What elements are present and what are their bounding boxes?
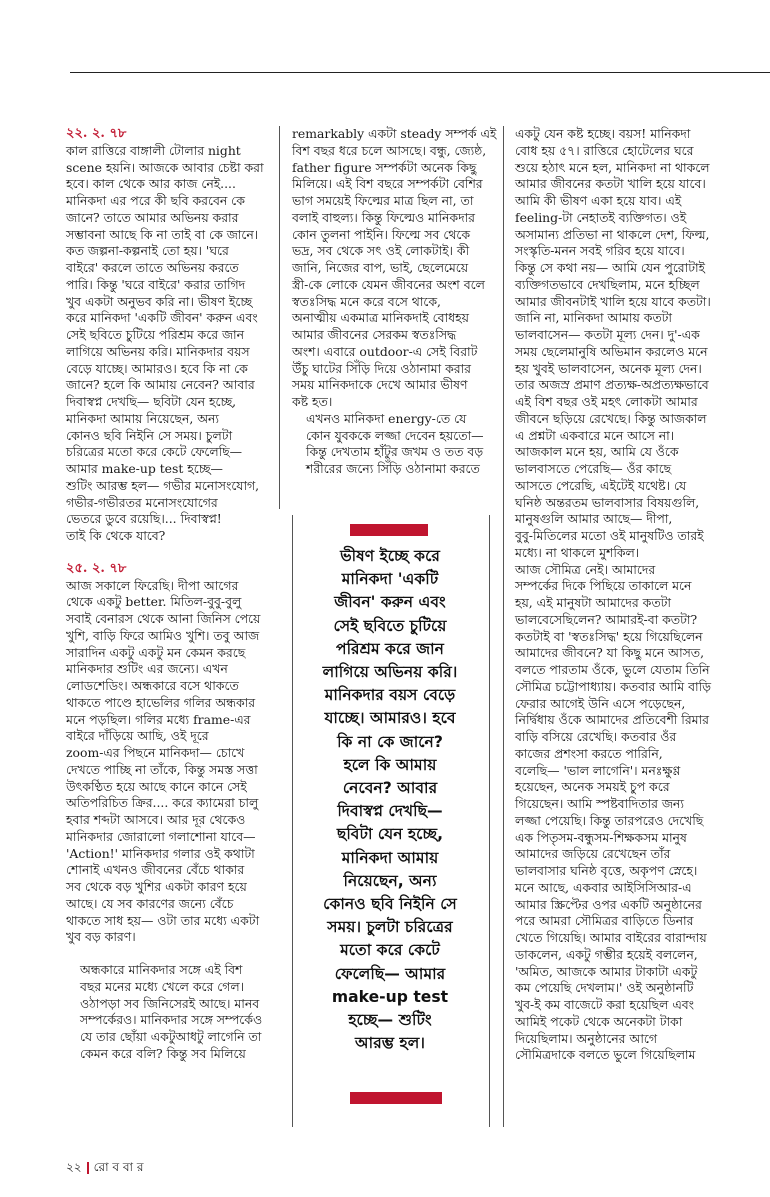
pull-quote-line: নিয়েছেন, অন্য bbox=[343, 871, 437, 890]
text-line: feeling-টা নেহাতই ব্যক্তিগত। ওই bbox=[515, 209, 687, 225]
text-line: zoom-এর পিছনে মানিকদা— চোখে bbox=[66, 745, 245, 760]
text-line: অসামান্য প্রতিভা না থাকলে দেশ, ফিল্ম, bbox=[515, 226, 710, 242]
paragraph bbox=[292, 126, 497, 411]
text-line: অন্ধকারে মানিকদার সঙ্গে এই বিশ bbox=[80, 962, 243, 977]
text-line: আসতে পেরেছি, এইটেই যথেষ্ট। যে bbox=[515, 477, 687, 493]
pull-quote-line: সেই ছবিতে চুটিয়ে bbox=[333, 616, 447, 635]
text-line: সেই ছবিতে চুটিয়ে পরিশ্রম করে জান bbox=[66, 327, 245, 342]
magazine-name: রো ব বা র bbox=[93, 1160, 144, 1174]
page-footer bbox=[66, 1159, 143, 1179]
text-line: সংস্কৃতি-মনন সবই গরিব হয়ে যাবে। bbox=[515, 243, 685, 259]
text-line: থাকতে সাধ হয়— ওটা তার মধ্যে একটা bbox=[66, 912, 260, 928]
text-line: স্বতঃসিদ্ধ মনে করে বসে থাকে, bbox=[292, 293, 441, 309]
text-line: সবাই বেনারস থেকে আনা জিনিস পেয়ে bbox=[66, 611, 261, 626]
paragraph bbox=[66, 962, 271, 1063]
pull-quote-line: মানিকদা 'একটি bbox=[341, 570, 439, 589]
text-line: হয় খুবই ভালবাসেন, অনেক মূল্য দেন। bbox=[515, 360, 702, 376]
text-line: শুয়ে হঠাৎ মনে হল, মানিকদা না থাকলে bbox=[515, 159, 710, 175]
text-line: খুব-ই কম বাজেটে করা হয়েছিল এবং bbox=[515, 997, 694, 1012]
pull-quote-bar-top bbox=[350, 524, 428, 536]
text-line: ভালবাসতে পেরেছি— ওঁর কাছে bbox=[515, 461, 672, 476]
pull-quote-line: নেবেন? আবার bbox=[342, 779, 438, 798]
paragraph bbox=[515, 126, 765, 1064]
text-line: দিবাস্বপ্ন দেখছি— ছবিটা যেন হচ্ছে, bbox=[66, 394, 237, 409]
text-line: আজ সকালে ফিরেছি। দীপা আগের bbox=[66, 577, 239, 593]
text-line: আমিই পকেট থেকে অনেকটা টাকা bbox=[515, 1013, 683, 1029]
pull-quote-line: দিবাস্বপ্ন দেখছি— bbox=[337, 802, 443, 821]
text-line: ঘনিষ্ঠ অন্তরতম ভালবাসার বিষয়গুলি, bbox=[515, 494, 700, 510]
text-line: হয়, এই মানুষটা আমাদের কতটা bbox=[515, 595, 671, 610]
text-line: তাই কি থেকে যাবে? bbox=[66, 528, 166, 543]
text-line: মধ্যে। না থাকলে মুশকিল। bbox=[515, 544, 640, 560]
text-line: মানিকদা আমায় নিয়েছেন, অন্য bbox=[66, 410, 219, 426]
text-line: দিয়েছিলাম। অনুষ্ঠানের আগে bbox=[515, 1030, 657, 1046]
text-line: সৌমিত্রদাকে বলতে ভুলে গিয়েছিলাম bbox=[515, 1047, 696, 1063]
text-line: বোধ হয় ৫৭। রাত্তিরে হোটেলের ঘরে bbox=[515, 142, 694, 158]
text-line: আমার জীবনের সেরকম স্বতঃসিদ্ধ bbox=[292, 327, 457, 342]
text-line: 'Action!' মানিকদার গলার ওই কথাটা bbox=[66, 845, 255, 861]
text-line: ফেরার আগেই উনি এসে পড়েছেন, bbox=[515, 695, 686, 711]
text-line: বলাই বাহুল্য। কিন্তু ফিল্মেও মানিকদার bbox=[292, 209, 476, 225]
text-line: খেতে গিয়েছি। আমার বাইরের বারান্দায় bbox=[515, 930, 707, 945]
text-line: দেখতে পাচ্ছি না তাঁকে, কিন্তু সমস্ত সত্তা bbox=[66, 761, 258, 777]
paragraph bbox=[306, 411, 492, 478]
text-line: উৎকণ্ঠিত হয়ে আছে কানে কানে সেই bbox=[66, 778, 247, 794]
text-line: বাড়ি বসিয়ে রেখেছি। কতবার ওঁর bbox=[515, 729, 677, 744]
text-line: কাল রাত্তিরে বাঙ্গালী টোলার night bbox=[66, 142, 241, 158]
text-line: শরীরের জন্যে সিঁড়ি ওঠানামা করতে bbox=[306, 461, 480, 476]
text-line: আমার make-up test হচ্ছে— bbox=[66, 461, 223, 476]
text-line: সম্পর্কেরও। মানিকদার সঙ্গে সম্পর্কেও bbox=[80, 1012, 263, 1028]
text-line: বাইরে' করলে তাতে অভিনয় করতে bbox=[66, 260, 239, 275]
text-line: মানিকদার জোরালো গলাশোনা যাবে— bbox=[66, 828, 256, 844]
text-line: ব্যক্তিগতভাবে দেখছিলাম, মনে হচ্ছিল bbox=[515, 276, 700, 292]
text-line: খুব একটা অনুভব করি না। ভীষণ ইচ্ছে bbox=[66, 293, 253, 309]
text-line: কেমন করে বলি? কিন্তু সব মিলিয়ে bbox=[80, 1045, 246, 1061]
pull-quote-line: হচ্ছে— শুটিং bbox=[348, 1011, 432, 1030]
text-line: কষ্ট হত। bbox=[292, 394, 333, 409]
text-line: শুটিং আরম্ভ হল— গভীর মনোসংযোগ, bbox=[66, 477, 260, 493]
text-line: আছে। যে সব কারণের জন্যে বেঁচে bbox=[66, 895, 234, 911]
diary-date: ২৫. ২. ৭৮ bbox=[66, 560, 127, 576]
text-line: কিন্তু সে কথা নয়— আমি যেন পুরোটাই bbox=[515, 260, 705, 275]
pull-quote bbox=[300, 545, 480, 1055]
text-line: মানিকদা এর পরে কী ছবি করবেন কে bbox=[66, 193, 245, 208]
text-line: এই বিশ বছর ওই মহৎ লোকটা আমার bbox=[515, 394, 698, 409]
top-rule bbox=[70, 72, 770, 73]
pull-quote-line: পরিশ্রম করে জান bbox=[335, 639, 444, 658]
column-right bbox=[515, 126, 765, 1064]
text-line: স্ত্রী-কে লোকে যেমন জীবনের অংশ বলে bbox=[292, 276, 485, 292]
text-line: পরে আমরা সৌমিত্রর বাড়িতে ডিনার bbox=[515, 913, 694, 929]
text-line: ভাগ সময়েই ফিল্মের মাত্র ছিল না, তা bbox=[292, 193, 474, 208]
text-line: তার অজস্র প্রমাণ প্রত্যক্ষ-অপ্রত্যক্ষভাবে bbox=[515, 377, 709, 393]
text-line: বিশ বছর ধরে চলে আসছে। বন্ধু, জ্যেষ্ঠ, bbox=[292, 142, 487, 158]
text-line: আমি কী ভীষণ একা হয়ে যাব। এই bbox=[515, 193, 682, 208]
text-line: আমার জীবনটাই খালি হয়ে যাবে কতটা। bbox=[515, 293, 711, 309]
text-line: আজকাল মনে হয়, আমি যে ওঁকে bbox=[515, 444, 679, 460]
text-line: জানি, নিজের বাপ, ভাই, ছেলেমেয়ে bbox=[292, 260, 469, 275]
text-line: হবার শব্দটা আসবে। আর দূর থেকেও bbox=[66, 812, 246, 827]
text-line: বলতে পারতাম ওঁকে, ভুলে যেতাম তিনি bbox=[515, 662, 710, 677]
pull-quote-border-left bbox=[292, 515, 293, 1127]
text-line: একটু যেন কষ্ট হচ্ছে। বয়স! মানিকদা bbox=[515, 126, 691, 141]
text-line: ভালবেসেছিলেন? আমারই-বা কতটা? bbox=[515, 611, 698, 627]
column-divider bbox=[503, 126, 504, 1127]
text-line: মানুষগুলি আমার আছে— দীপা, bbox=[515, 511, 673, 527]
diary-entry bbox=[66, 143, 271, 545]
text-line: থাকতে পাণ্ডে হাভেলির গলির অন্ধকার bbox=[66, 694, 256, 710]
text-line: করে মানিকদা 'একটি জীবন' করুন এবং bbox=[66, 310, 258, 326]
pull-quote-line: হলে কি আমায় bbox=[343, 755, 437, 774]
text-line: চরিত্রের মতো করে কেটে ফেলেছি— bbox=[66, 444, 243, 460]
text-line: মানিকদার শুটিং এর জন্যে। এখন bbox=[66, 661, 228, 677]
text-line: scene হয়নি। আজকে আবার চেষ্টা করা bbox=[66, 159, 264, 175]
text-line: গিয়েছেন। আমি স্পষ্টবাদিতার জন্য bbox=[515, 796, 684, 811]
text-line: কোনও ছবি নিইনি সে সময়। চুলটা bbox=[66, 427, 233, 443]
text-line: বুবু-মিতিলের মতো ওই মানুষটিও তারই bbox=[515, 528, 704, 543]
column-divider bbox=[279, 126, 280, 509]
pull-quote-line: জীবন' করুন এবং bbox=[334, 593, 446, 612]
text-line: থেকে একটু better. মিতিল-বুবু-বুলু bbox=[66, 594, 242, 610]
text-line: সময় ছেলেমানুষি অভিমান করলেও মনে bbox=[515, 343, 708, 359]
text-line: মনে আছে, একবার আইসিসিআর-এ bbox=[515, 879, 692, 895]
text-line: জীবনে ছড়িয়ে রেখেছে। কিন্তু আজকাল bbox=[515, 410, 707, 426]
text-line: কম পেয়েছি দেখলাম।' ওই অনুষ্ঠানটি bbox=[515, 980, 694, 996]
pull-quote-line: কোনও ছবি নিইনি সে bbox=[323, 895, 457, 914]
diary-date: ২২. ২. ৭৮ bbox=[66, 126, 127, 141]
pull-quote-line: মানিকদা আমায় bbox=[341, 848, 439, 867]
text-line: ভেতরে ডুবে রয়েছি।... দিবাস্বপ্ন! bbox=[66, 511, 222, 527]
text-line: বেড়ে যাচ্ছে। আমারও। হবে কি না কে bbox=[66, 360, 248, 376]
text-line: লাগিয়ে অভিনয় করি। মানিকদার বয়স bbox=[66, 343, 250, 359]
pull-quote-line: আরম্ভ হল। bbox=[355, 1034, 425, 1053]
text-line: আমার জীবনের কতটা খালি হয়ে যাবে। bbox=[515, 176, 706, 192]
pull-quote-line: যাচ্ছে। আমারও। হবে bbox=[324, 709, 456, 728]
text-line: অতিপরিচিত ক্রির.... করে ক্যামেরা চালু bbox=[66, 795, 259, 811]
text-line: জানি না, মানিকদা আমায় কতটা bbox=[515, 310, 673, 326]
pull-quote-border-right bbox=[489, 515, 490, 1127]
text-line: খুব বড় কারণ। bbox=[66, 929, 136, 945]
text-line: কাজের প্রশংসা করতে পারিনি, bbox=[515, 745, 663, 761]
text-line: সম্ভাবনা আছে কি না তাই বা কে জানে। bbox=[66, 226, 259, 242]
text-line: উঁচু ঘাটের সিঁড়ি দিয়ে ওঠানামা করার bbox=[292, 360, 471, 376]
pull-quote-line: ছবিটা যেন হচ্ছে, bbox=[336, 825, 444, 844]
text-line: লোডশেডিং। অন্ধকারে বসে থাকতে bbox=[66, 678, 239, 693]
text-line: সারাদিন একটু একটু মন কেমন করছে bbox=[66, 644, 246, 660]
diary-entry bbox=[66, 578, 271, 947]
text-line: father figure সম্পর্কটা অনেক কিছু bbox=[292, 159, 477, 175]
text-line: জানে? তাতে আমার অভিনয় করার bbox=[66, 209, 239, 225]
text-line: যে তার ছোঁয়া একটুআধটু লাগেনি তা bbox=[80, 1029, 262, 1044]
pull-quote-line: ফেলেছি— আমার bbox=[334, 964, 446, 983]
text-line: ভালবাসেন— কতটা মূল্য দেন। দু'-এক bbox=[515, 327, 700, 342]
text-line: বাইরে দাঁড়িয়ে আছি, ওই দূরে bbox=[66, 728, 209, 744]
pull-quote-line: make-up test bbox=[331, 987, 449, 1006]
text-line: অনাত্মীয় একমাত্র মানিকদাই বোধহয় bbox=[292, 310, 469, 326]
text-line: সৌমিত্র চট্টোপাধ্যায়। কতবার আমি বাড়ি bbox=[515, 678, 712, 694]
text-line: এখনও মানিকদা energy-তে যে bbox=[306, 410, 467, 426]
text-line: নির্দ্বিধায় ওঁকে আমাদের প্রতিবেশী রিমার bbox=[515, 712, 709, 728]
text-line: খুশি, বাড়ি ফিরে আমিও খুশি। তবু আজ bbox=[66, 627, 260, 643]
column-middle bbox=[292, 126, 497, 478]
text-line: লজ্জা পেয়েছি। কিন্তু তারপরেও দেখেছি bbox=[515, 812, 704, 828]
text-line: মিলিয়ে। এই বিশ বছরে সম্পর্কটা বেশির bbox=[292, 176, 483, 192]
text-line: কোন তুলনা পাইনি। ফিল্মে সব থেকে bbox=[292, 226, 471, 242]
text-line: শোনাই এখনও জীবনের বেঁচে থাকার bbox=[66, 862, 245, 878]
text-line: সব থেকে বড় খুশির একটা কারণ হয়ে bbox=[66, 879, 247, 894]
text-line: এ প্রশ্নটা একবারে মনে আসে না। bbox=[515, 427, 675, 443]
text-line: গভীর-গভীরতর মনোসংযোগের bbox=[66, 494, 218, 510]
text-line: ওঠাপড়া সব জিনিসেরই আছে। মানব bbox=[80, 995, 260, 1011]
text-line: remarkably একটা steady সম্পর্ক এই bbox=[292, 126, 497, 141]
text-line: কোন যুবককে লজ্জা দেবেন হয়তো— bbox=[306, 427, 484, 443]
text-line: কিন্তু দেখতাম হাঁটুর জখম ও তত বড় bbox=[306, 444, 484, 460]
text-line: ভদ্র, সব থেকে সৎ ওই লোকটাই। কী bbox=[292, 243, 470, 259]
pull-quote-line: মতো করে কেটে bbox=[340, 941, 440, 960]
text-line: সম্পর্কের দিকে পিছিয়ে তাকালে মনে bbox=[515, 578, 692, 594]
text-line: পারি। কিন্তু 'ঘরে বাইরে' করার তাগিদ bbox=[66, 276, 246, 292]
page-number: ২২ bbox=[66, 1160, 82, 1174]
text-line: বলেছি— 'ভাল লাগেনি'। মনঃক্ষুণ্ণ bbox=[515, 762, 681, 778]
pull-quote-bar-bottom bbox=[350, 1092, 442, 1104]
text-line: কত জল্পনা-কল্পনাই তো হয়। 'ঘরে bbox=[66, 243, 229, 259]
footer-separator bbox=[87, 1162, 89, 1174]
text-line: মনে পড়ছিল। গলির মধ্যে frame-এর bbox=[66, 711, 251, 727]
text-line: হয়েছেন, অনেক সময়ই চুপ করে bbox=[515, 779, 670, 795]
text-line: এক পিতৃসম-বন্ধুসম-শিক্ষকসম মানুষ bbox=[515, 829, 687, 845]
text-line: অংশ। এবারে outdoor-এ সেই বিরাট bbox=[292, 343, 478, 359]
text-line: ডাকলেন, একটু গম্ভীর হয়েই বললেন, bbox=[515, 946, 698, 962]
pull-quote-line: লাগিয়ে অভিনয় করি। bbox=[322, 663, 458, 682]
column-left bbox=[66, 126, 271, 1063]
pull-quote-line: ভীষণ ইচ্ছে করে bbox=[340, 547, 440, 565]
text-line: হবে। কাল থেকে আর কাজ নেই.... bbox=[66, 176, 236, 192]
pull-quote-line: কি না কে জানে? bbox=[337, 732, 443, 751]
text-line: 'অমিত, আজকে আমার টাকাটা একটু bbox=[515, 963, 698, 979]
text-line: কতটাই বা 'স্বতঃসিদ্ধ' হয়ে গিয়েছিলেন bbox=[515, 628, 703, 644]
text-line: আমাদের জড়িয়ে রেখেছেন তাঁর bbox=[515, 846, 671, 862]
pull-quote-line: সময়। চুলটা চরিত্রের bbox=[327, 918, 453, 937]
text-line: আমার স্ক্রিপ্টের ওপর একটি অনুষ্ঠানের bbox=[515, 896, 702, 912]
text-line: ভালবাসার ঘনিষ্ঠ বৃত্তে, অকৃপণ স্নেহে। bbox=[515, 863, 698, 878]
text-line: জানে? হলে কি আমায় নেবেন? আবার bbox=[66, 377, 255, 393]
text-line: আমাদের জীবনে? যা কিছু মনে আসত, bbox=[515, 645, 705, 661]
text-line: বছর মনের মধ্যে খেলে করে গেল। bbox=[80, 978, 245, 994]
pull-quote-line: মানিকদার বয়স বেড়ে bbox=[324, 686, 456, 705]
text-line: আজ সৌমিত্র নেই। আমাদের bbox=[515, 561, 656, 577]
text-line: সময় মানিকদাকে দেখে আমার ভীষণ bbox=[292, 377, 468, 393]
